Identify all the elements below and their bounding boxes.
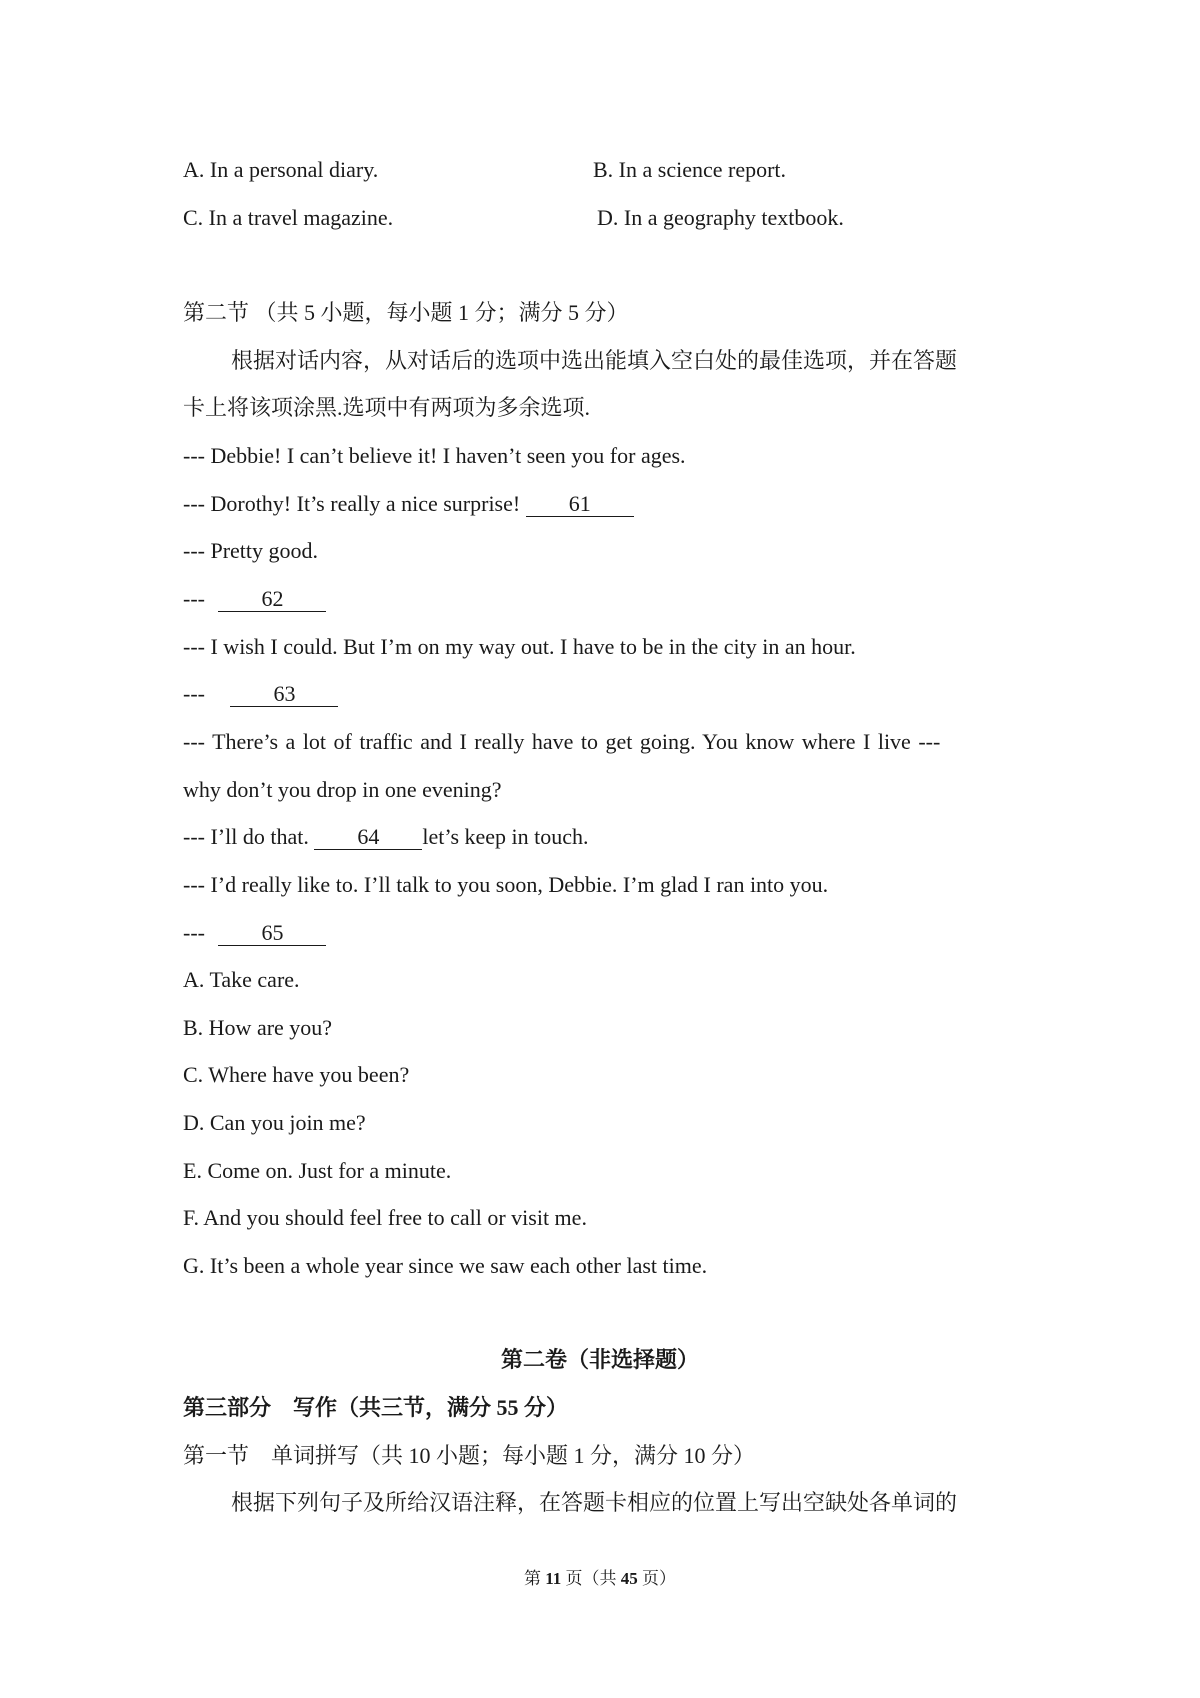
choice-c: C. Where have you been? (183, 1062, 410, 1087)
volume2-title: 第二卷（非选择题） (500, 1347, 699, 1372)
answer-blank-63: 63 (230, 682, 338, 707)
section2-instruction-line2: 卡上将该项涂黑.选项中有两项为多余选项. (183, 395, 591, 420)
option-b: B. In a science report. (593, 157, 787, 182)
dialogue-line: why don’t you drop in one evening? (183, 777, 502, 802)
dialogue-line: --- There’s a lot of traffic and I really have to get going. You know where I live --- (183, 729, 941, 754)
dialogue-line (183, 584, 326, 614)
dialogue-text: --- Dorothy! It’s really a nice surprise! (183, 491, 526, 516)
footer-suffix: 页） (637, 1569, 677, 1588)
choice-a: A. Take care. (183, 967, 300, 992)
dialogue-line: --- I’d really like to. I’ll talk to you soon, Debbie. I’m glad I ran into you. (183, 872, 829, 897)
footer-prefix: 第 (523, 1569, 546, 1588)
choice-e: E. Come on. Just for a minute. (183, 1158, 452, 1183)
dialogue-text: --- I’ll do that. (183, 824, 315, 849)
dialogue-text: let’s keep in touch. (422, 824, 589, 849)
dialogue-line: --- Pretty good. (183, 538, 319, 563)
dialogue-prefix: --- (183, 920, 211, 945)
footer-mid: 页（共 (561, 1569, 621, 1588)
dialogue-prefix: --- (183, 586, 211, 611)
answer-blank-65: 65 (218, 921, 326, 946)
part3-heading: 第三部分 写作（共三节，满分 55 分） (183, 1395, 569, 1420)
section1-instruction: 根据下列句子及所给汉语注释，在答题卡相应的位置上写出空缺处各单词的 (231, 1490, 958, 1515)
option-c: C. In a travel magazine. (183, 205, 394, 230)
dialogue-line (183, 679, 338, 709)
dialogue-prefix: --- (183, 681, 211, 706)
dialogue-line (183, 489, 634, 519)
answer-blank-62: 62 (218, 587, 326, 612)
choice-b: B. How are you? (183, 1015, 333, 1040)
section1-heading: 第一节 单词拼写（共 10 小题；每小题 1 分，满分 10 分） (183, 1443, 756, 1468)
dialogue-line: --- I wish I could. But I’m on my way out. I have to be in the city in an hour. (183, 634, 856, 659)
section2-instruction-line1: 根据对话内容，从对话后的选项中选出能填入空白处的最佳选项，并在答题 (231, 348, 958, 373)
footer-total-pages: 45 (620, 1569, 638, 1588)
dialogue-line (183, 822, 589, 852)
option-d: D. In a geography textbook. (597, 205, 844, 230)
dialogue-line: --- Debbie! I can’t believe it! I haven’t seen you for ages. (183, 443, 686, 468)
dialogue-line (183, 918, 326, 948)
footer-page-number: 11 (545, 1569, 562, 1588)
choice-d: D. Can you join me? (183, 1110, 366, 1135)
answer-blank-61: 61 (526, 492, 634, 517)
answer-blank-64: 64 (314, 825, 422, 850)
choice-f: F. And you should feel free to call or visit me. (183, 1205, 587, 1230)
option-a: A. In a personal diary. (183, 157, 379, 182)
choice-g: G. It’s been a whole year since we saw each other last time. (183, 1253, 708, 1278)
page-footer (0, 1564, 1200, 1594)
section2-header: 第二节 （共 5 小题，每小题 1 分；满分 5 分） (183, 300, 629, 325)
